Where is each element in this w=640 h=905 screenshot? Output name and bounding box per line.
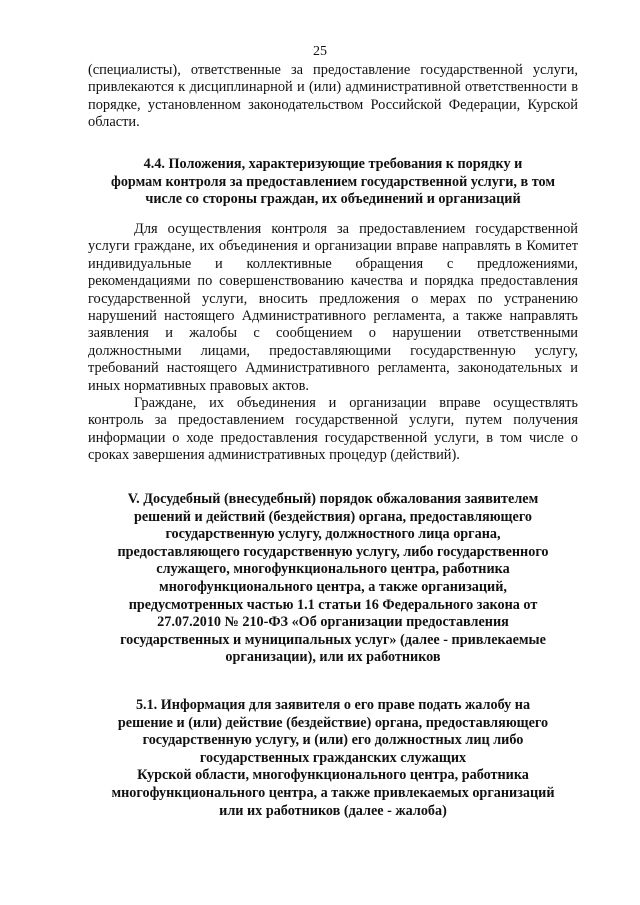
heading-line: или их работников (далее - жалоба)	[219, 802, 447, 819]
heading-line: формам контроля за предоставлением государственной услуги, в том	[111, 173, 555, 190]
heading-line: решение и (или) действие (бездействие) органа, предоставляющего	[117, 714, 549, 731]
heading-line: решений и действий (бездействия) органа, предоставляющего	[133, 508, 533, 525]
heading-line: V. Досудебный (внесудебный) порядок обжалования заявителем	[127, 491, 539, 507]
heading-line: 27.07.2010 № 210-ФЗ «Об организации предоставления	[157, 614, 509, 631]
section-4-4-heading	[88, 156, 578, 209]
heading-line: государственных и муниципальных услуг» (далее - привлекаемые	[120, 631, 546, 648]
heading-line: 5.1. Информация для заявителя о его праве подать жалобу на	[135, 697, 531, 713]
heading-line: числе со стороны граждан, их объединений и организаций	[145, 191, 521, 208]
heading-line: многофункционального центра, а также привлекаемых организаций	[111, 784, 555, 801]
continuation-paragraph	[88, 62, 578, 132]
heading-line: государственную услугу, и (или) его должностных лиц либо	[142, 732, 524, 749]
heading-line: государственную услугу, должностного лица органа,	[165, 526, 501, 543]
page-number: 25	[313, 44, 327, 59]
paragraph-text: (специалисты), ответственные за предоставление государственной услуги, привлекаются к дисциплинарной и (или) административной ответственности в порядке, установленном законодательством Российской Федерации, Курской области.	[88, 62, 578, 131]
heading-line: предусмотренных частью 1.1 статьи 16 Федерального закона от	[128, 596, 538, 613]
heading-line: государственных гражданских служащих	[199, 749, 467, 766]
heading-line: многофункционального центра, а также организаций,	[159, 578, 507, 595]
section-5-1-heading	[88, 697, 578, 820]
heading-line: Курской области, многофункционального центра, работника	[137, 767, 529, 784]
section-v-heading	[88, 491, 578, 667]
heading-line: служащего, многофункционального центра, работника	[156, 561, 510, 578]
paragraph-text: Граждане, их объединения и организации вправе осуществлять контроль за предоставлением государственной услуги, путем получения информации о ходе предоставления государственной услуги, в том числе о сроках завершения административных процедур (действий).	[88, 395, 578, 464]
paragraph-text: Для осуществления контроля за предоставлением государственной услуги граждане, их объединения и организации вправе направлять в Комитет индивидуальные и коллективные обращения с предложениями, рекомендациями по совершенствованию качества и порядка предоставления государственной услуги, вносить предложения о мерах по устранению нарушений настоящего Административного регламента, а также направлять заявления и жалобы с сообщением о нарушении ответственными должностными лицами, предоставляющими государственную услугу, требований настоящего Административного регламента, законодательных и иных нормативных правовых актов.	[88, 221, 578, 394]
heading-line: организации), или их работников	[225, 649, 441, 666]
heading-line: предоставляющего государственную услугу, либо государственного	[117, 543, 549, 560]
heading-line: 4.4. Положения, характеризующие требования к порядку и	[143, 156, 523, 172]
section-4-4-body	[88, 221, 578, 465]
